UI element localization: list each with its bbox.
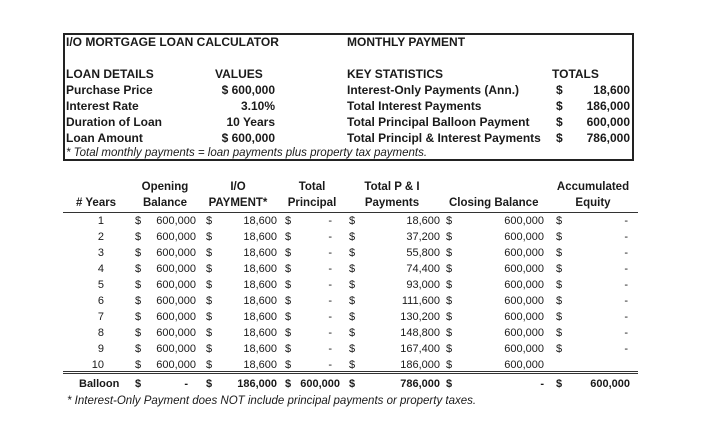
row-year: 4 — [97, 263, 104, 275]
row-io-currency: $ — [206, 343, 213, 355]
row-pi-value: 130,200 — [400, 311, 440, 323]
monthly-payment-note: * Total monthly payments = loan payments plus property tax payments. — [66, 147, 428, 159]
row-io-currency: $ — [206, 231, 213, 243]
row-closing-value: 600,000 — [504, 231, 544, 243]
row-io-value: 18,600 — [243, 247, 277, 259]
row-principal-dash: - — [328, 231, 332, 243]
row-pi-value: 55,800 — [406, 247, 440, 259]
row-opening-value: 600,000 — [156, 279, 196, 291]
loan-detail-label: Loan Amount — [66, 131, 143, 145]
row-closing-value: 600,000 — [504, 327, 544, 339]
row-equity-dash: - — [624, 327, 628, 339]
row-year: 10 — [91, 359, 104, 371]
row-closing-currency: $ — [446, 311, 453, 323]
balloon-opening-currency: $ — [135, 378, 142, 390]
row-principal-currency: $ — [285, 231, 292, 243]
row-closing-currency: $ — [446, 263, 453, 275]
row-equity-dash: - — [624, 311, 628, 323]
key-stat-value: 786,000 — [586, 131, 630, 145]
row-io-value: 18,600 — [243, 215, 277, 227]
key-stat-currency: $ — [556, 99, 563, 113]
balloon-io-currency: $ — [206, 378, 213, 390]
row-opening-value: 600,000 — [156, 295, 196, 307]
row-pi-currency: $ — [349, 215, 356, 227]
row-closing-currency: $ — [446, 231, 453, 243]
loan-detail-label: Duration of Loan — [66, 115, 162, 129]
row-opening-value: 600,000 — [156, 311, 196, 323]
loan-detail-value: $ 600,000 — [221, 131, 275, 145]
row-pi-value: 93,000 — [406, 279, 440, 291]
key-stat-value: 18,600 — [593, 83, 630, 97]
row-principal-dash: - — [328, 343, 332, 355]
key-stat-label: Total Interest Payments — [347, 99, 482, 113]
balloon-equity-currency: $ — [556, 378, 563, 390]
row-pi-currency: $ — [349, 311, 356, 323]
header-principal-1: Total — [298, 181, 326, 193]
row-opening-value: 600,000 — [156, 327, 196, 339]
key-stat-currency: $ — [556, 115, 563, 129]
row-equity-currency: $ — [556, 311, 563, 323]
row-io-currency: $ — [206, 295, 213, 307]
row-principal-currency: $ — [285, 343, 292, 355]
row-principal-dash: - — [328, 263, 332, 275]
balloon-equity-value: 600,000 — [590, 378, 630, 390]
row-equity-currency: $ — [556, 263, 563, 275]
key-stat-currency: $ — [556, 131, 563, 145]
row-pi-currency: $ — [349, 247, 356, 259]
row-equity-dash: - — [624, 279, 628, 291]
row-io-value: 18,600 — [243, 327, 277, 339]
key-statistics-header: KEY STATISTICS — [347, 67, 444, 81]
row-equity-currency: $ — [556, 231, 563, 243]
loan-detail-label: Interest Rate — [66, 99, 139, 113]
row-equity-currency: $ — [556, 327, 563, 339]
row-equity-dash: - — [624, 247, 628, 259]
row-opening-currency: $ — [135, 247, 142, 259]
row-opening-value: 600,000 — [156, 343, 196, 355]
balloon-closing-currency: $ — [446, 378, 453, 390]
row-io-value: 18,600 — [243, 359, 277, 371]
row-opening-currency: $ — [135, 327, 142, 339]
header-closing-balance: Closing Balance — [449, 197, 539, 209]
row-pi-value: 186,000 — [400, 359, 440, 371]
balloon-divider — [63, 371, 638, 374]
row-equity-currency: $ — [556, 247, 563, 259]
balloon-closing-dash: - — [540, 378, 544, 390]
row-principal-currency: $ — [285, 327, 292, 339]
row-equity-currency: $ — [556, 215, 563, 227]
row-pi-currency: $ — [349, 327, 356, 339]
row-opening-currency: $ — [135, 343, 142, 355]
row-pi-value: 111,600 — [401, 295, 440, 307]
row-year: 3 — [97, 247, 104, 259]
row-closing-currency: $ — [446, 327, 453, 339]
row-principal-dash: - — [328, 327, 332, 339]
totals-header: TOTALS — [552, 67, 599, 81]
row-year: 1 — [97, 215, 104, 227]
balloon-io-value: 186,000 — [237, 378, 277, 390]
row-principal-currency: $ — [285, 263, 292, 275]
row-opening-currency: $ — [135, 231, 142, 243]
header-pi-1: Total P & I — [364, 181, 420, 193]
row-principal-currency: $ — [285, 279, 292, 291]
row-closing-currency: $ — [446, 247, 453, 259]
header-opening-2: Balance — [142, 197, 188, 209]
row-year: 7 — [97, 311, 104, 323]
row-principal-dash: - — [328, 279, 332, 291]
row-principal-currency: $ — [285, 311, 292, 323]
row-opening-currency: $ — [135, 311, 142, 323]
row-io-currency: $ — [206, 279, 213, 291]
row-equity-dash: - — [624, 263, 628, 275]
row-pi-value: 148,800 — [400, 327, 440, 339]
row-equity-dash: - — [624, 215, 628, 227]
row-closing-value: 600,000 — [504, 311, 544, 323]
row-opening-currency: $ — [135, 279, 142, 291]
row-closing-value: 600,000 — [504, 295, 544, 307]
row-closing-value: 600,000 — [504, 359, 544, 371]
row-closing-value: 600,000 — [504, 215, 544, 227]
balloon-pi-currency: $ — [349, 378, 356, 390]
balloon-principal-value: 600,000 — [300, 378, 340, 390]
row-pi-currency: $ — [349, 231, 356, 243]
row-pi-value: 18,600 — [406, 215, 440, 227]
header-divider — [63, 212, 638, 213]
row-opening-currency: $ — [135, 359, 142, 371]
loan-detail-value: $ 600,000 — [221, 83, 275, 97]
calculator-title: I/O MORTGAGE LOAN CALCULATOR — [66, 35, 279, 49]
key-stat-label: Total Principal Balloon Payment — [347, 115, 530, 129]
row-io-value: 18,600 — [243, 263, 277, 275]
row-opening-value: 600,000 — [156, 231, 196, 243]
row-principal-currency: $ — [285, 247, 292, 259]
row-pi-value: 37,200 — [406, 231, 440, 243]
row-equity-currency: $ — [556, 279, 563, 291]
loan-detail-value: 10 Years — [226, 115, 275, 129]
balloon-principal-currency: $ — [285, 378, 292, 390]
row-principal-dash: - — [328, 311, 332, 323]
row-io-value: 18,600 — [243, 343, 277, 355]
key-stat-value: 600,000 — [586, 115, 630, 129]
row-principal-currency: $ — [285, 215, 292, 227]
row-principal-currency: $ — [285, 295, 292, 307]
header-principal-2: Principal — [287, 197, 337, 209]
row-closing-currency: $ — [446, 359, 453, 371]
balloon-pi-value: 786,000 — [400, 378, 440, 390]
row-closing-value: 600,000 — [504, 247, 544, 259]
row-io-value: 18,600 — [243, 279, 277, 291]
row-year: 6 — [97, 295, 104, 307]
row-principal-dash: - — [328, 247, 332, 259]
row-equity-dash: - — [624, 343, 628, 355]
row-pi-currency: $ — [349, 343, 356, 355]
loan-detail-value: 3.10% — [240, 99, 275, 113]
row-closing-currency: $ — [446, 343, 453, 355]
key-stat-value: 186,000 — [586, 99, 630, 113]
row-io-value: 18,600 — [243, 295, 277, 307]
row-equity-currency: $ — [556, 343, 563, 355]
row-io-currency: $ — [206, 263, 213, 275]
row-pi-currency: $ — [349, 279, 356, 291]
values-header: VALUES — [215, 67, 263, 81]
row-opening-value: 600,000 — [156, 247, 196, 259]
row-pi-currency: $ — [349, 263, 356, 275]
loan-details-header: LOAN DETAILS — [66, 67, 154, 81]
row-year: 8 — [97, 327, 104, 339]
row-closing-currency: $ — [446, 295, 453, 307]
row-closing-currency: $ — [446, 279, 453, 291]
row-equity-dash: - — [624, 295, 628, 307]
row-io-currency: $ — [206, 215, 213, 227]
row-principal-currency: $ — [285, 359, 292, 371]
row-io-value: 18,600 — [243, 231, 277, 243]
balloon-opening-dash: - — [184, 378, 188, 390]
row-io-value: 18,600 — [243, 311, 277, 323]
row-closing-value: 600,000 — [504, 343, 544, 355]
row-pi-value: 167,400 — [400, 343, 440, 355]
header-opening-1: Opening — [141, 181, 189, 193]
monthly-payment-label: MONTHLY PAYMENT — [347, 35, 466, 49]
header-io-1: I/O — [230, 181, 246, 193]
loan-detail-label: Purchase Price — [66, 83, 153, 97]
balloon-label: Balloon — [79, 378, 120, 390]
row-opening-currency: $ — [135, 295, 142, 307]
header-equity-1: Accumulated — [556, 181, 630, 193]
header-io-2: PAYMENT* — [208, 197, 268, 209]
row-pi-currency: $ — [349, 295, 356, 307]
row-pi-currency: $ — [349, 359, 356, 371]
header-pi-2: Payments — [364, 197, 420, 209]
row-principal-dash: - — [328, 215, 332, 227]
row-opening-value: 600,000 — [156, 215, 196, 227]
footnote: * Interest-Only Payment does NOT include principal payments or property taxes. — [67, 395, 477, 407]
row-io-currency: $ — [206, 359, 213, 371]
row-pi-value: 74,400 — [406, 263, 440, 275]
row-equity-currency: $ — [556, 295, 563, 307]
row-principal-dash: - — [328, 295, 332, 307]
row-opening-currency: $ — [135, 215, 142, 227]
row-io-currency: $ — [206, 247, 213, 259]
row-io-currency: $ — [206, 311, 213, 323]
key-stat-label: Interest-Only Payments (Ann.) — [347, 83, 520, 97]
row-closing-value: 600,000 — [504, 279, 544, 291]
row-io-currency: $ — [206, 327, 213, 339]
row-opening-currency: $ — [135, 263, 142, 275]
row-principal-dash: - — [328, 359, 332, 371]
row-opening-value: 600,000 — [156, 263, 196, 275]
row-year: 2 — [97, 231, 104, 243]
row-year: 5 — [97, 279, 104, 291]
key-stat-currency: $ — [556, 83, 563, 97]
row-opening-value: 600,000 — [156, 359, 196, 371]
header-equity-2: Equity — [575, 197, 611, 209]
row-closing-value: 600,000 — [504, 263, 544, 275]
row-equity-dash: - — [624, 231, 628, 243]
header-years: # Years — [76, 197, 117, 209]
row-year: 9 — [97, 343, 104, 355]
key-stat-label: Total Principl & Interest Payments — [347, 131, 541, 145]
row-closing-currency: $ — [446, 215, 453, 227]
